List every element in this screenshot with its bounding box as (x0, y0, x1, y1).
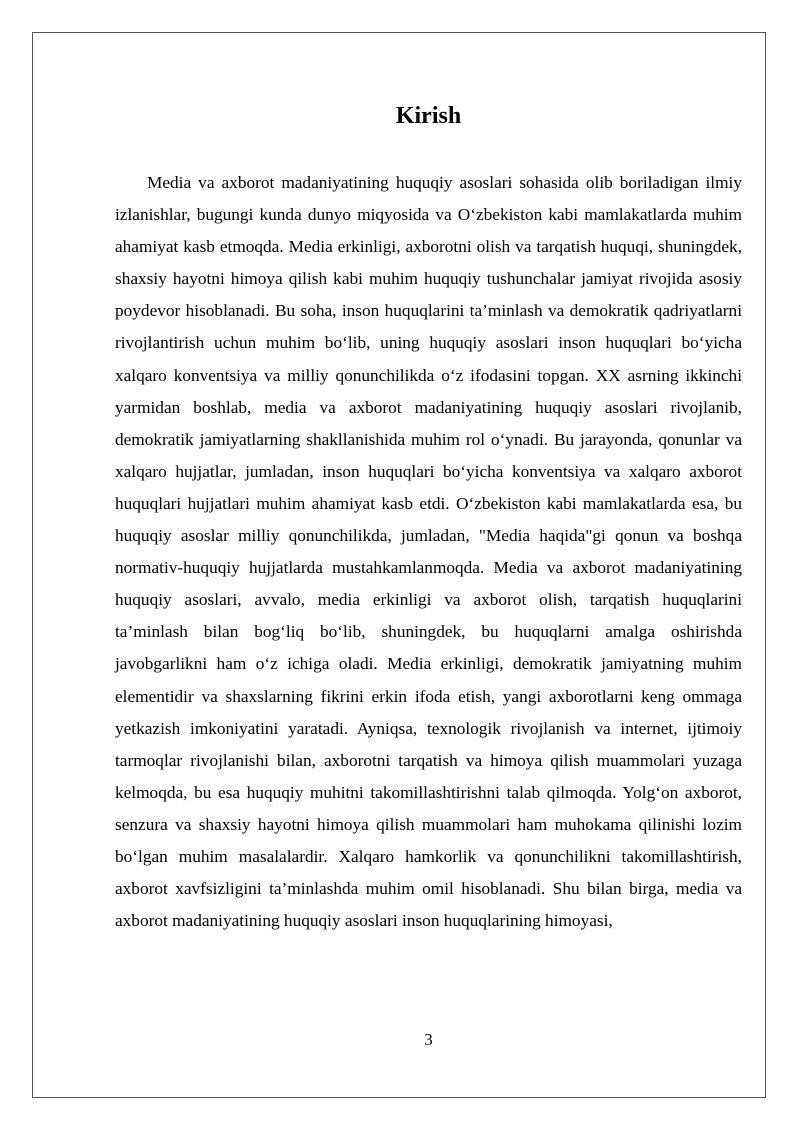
page-title: Kirish (395, 103, 462, 129)
body-paragraph: Media va axborot madaniyatining huquqiy asoslari sohasida olib boriladigan ilmiy izlanishlar, bugungi kunda dunyo miqyosida va O‘zbekiston kabi mamlakatlarda muhim ahamiyat kasb etmoqda. Media erkinligi, axborotni olish va tarqatish huquqi, shuningdek, shaxsiy hayotni himoya qilish kabi muhim huquqiy tushunchalar jamiyat rivojida asosiy poydevor hisoblanadi. Bu soha, inson huquqlarini ta’minlash va demokratik qadriyatlarni rivojlantirish uchun muhim bo‘lib, uning huquqiy asoslari inson huquqlari bo‘yicha xalqaro konventsiya va milliy qonunchilikda o‘z ifodasini topgan. XX asrning ikkinchi yarmidan boshlab, media va axborot madaniyatining huquqiy asoslari rivojlanib, demokratik jamiyatlarning shakllanishida muhim rol o‘ynadi. Bu jarayonda, qonunlar va xalqaro hujjatlar, jumladan, inson huquqlari bo‘yicha konventsiya va xalqaro axborot huquqlari hujjatlari muhim ahamiyat kasb etdi. O‘zbekiston kabi mamlakatlarda esa, bu huquqiy asoslar milliy qonunchilikda, jumladan, "Media haqida"gi qonun va boshqa normativ-huquqiy hujjatlarda mustahkamlanmoqda. Media va axborot madaniyatining huquqiy asoslari, avvalo, media erkinligi va axborot olish, tarqatish huquqlarini ta’minlash bilan bog‘liq bo‘lib, shuningdek, bu huquqlarni amalga oshirishda javobgarlikni ham o‘z ichiga oladi. Media erkinligi, demokratik jamiyatning muhim elementidir va shaxslarning fikrini erkin ifoda etish, yangi axborotlarni keng ommaga yetkazish imkoniyatini yaratadi. Ayniqsa, texnologik rivojlanish va internet, ijtimoiy tarmoqlar rivojlanishi bilan, axborotni tarqatish va himoya qilish muammolari yuzaga kelmoqda, bu esa huquqiy muhitni takomillashtirishni talab qilmoqda. Yolg‘on axborot, senzura va shaxsiy hayotni himoya qilish muammolari ham muhokama qilinishi lozim bo‘lgan muhim masalalardir. Xalqaro hamkorlik va qonunchilikni takomillashtirish, axborot xavfsizligini ta’minlashda muhim omil hisoblanadi. Shu bilan birga, media va axborot madaniyatining huquqiy asoslari inson huquqlarining himoyasi, (115, 173, 742, 931)
page-number: 3 (424, 1030, 433, 1049)
